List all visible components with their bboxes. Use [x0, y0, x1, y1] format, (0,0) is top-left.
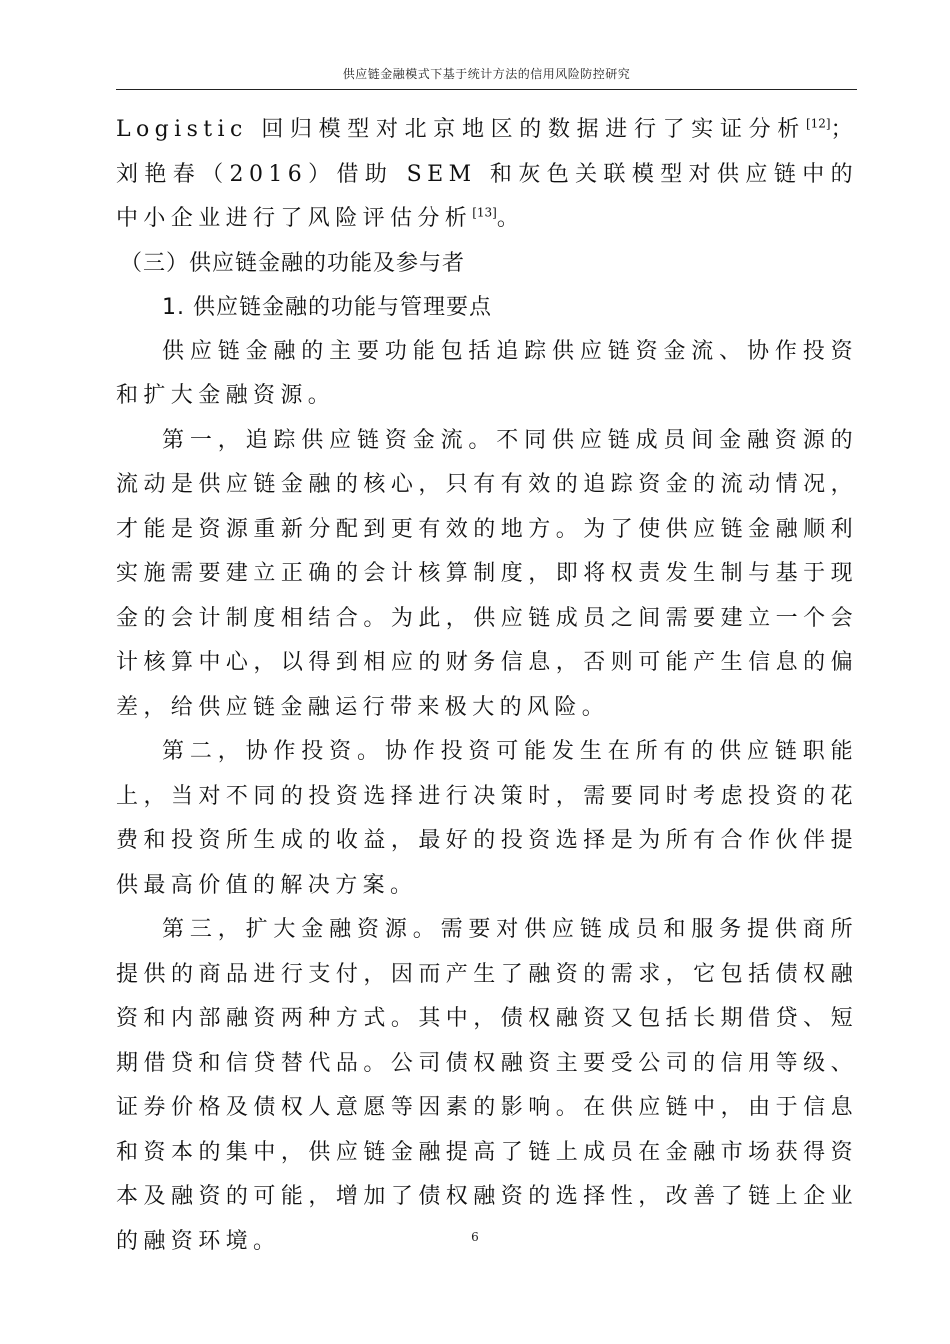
intro-text-part-3: 。 — [496, 206, 525, 231]
body-paragraph-third: 第三，扩大金融资源。需要对供应链成员和服务提供商所提供的商品进行支付，因而产生了融资的需求，它包括债权融资和内部融资两种方式。其中，债权融资又包括长期借贷、短期借贷和信贷替代品。公司债权融资主要受公司的信用等级、证券价格及债权人意愿等因素的影响。在供应链中，由于信息和资本的集中，供应链金融提高了链上成员在金融市场获得资本及融资的可能，增加了债权融资的选择性，改善了链上企业的融资环境。 — [116, 917, 858, 1254]
intro-text-part-2: ；刘艳春（2016）借助 SEM 和灰色关联模型对供应链中的中小企业进行了风险评估分析 — [116, 117, 858, 231]
page-number: 6 — [471, 1230, 479, 1244]
body-paragraph-second: 第二，协作投资。协作投资可能发生在所有的供应链职能上，当对不同的投资选择进行决策时，需要同时考虑投资的花费和投资所生成的收益，最好的投资选择是为所有合作伙伴提供最高价值的解决方案。 — [116, 739, 858, 898]
section-heading: （三）供应链金融的功能及参与者 — [120, 250, 466, 276]
running-header-title: 供应链金融模式下基于统计方法的信用风险防控研究 — [342, 67, 631, 81]
body-paragraph-first: 第一，追踪供应链资金流。不同供应链成员间金融资源的流动是供应链金融的核心，只有有效的追踪资金的流动情况，才能是资源重新分配到更有效的地方。为了使供应链金融顺利实施需要建立正确的会计核算制度，即将权责发生制与基于现金的会计制度相结合。为此，供应链成员之间需要建立一个会计核算中心，以得到相应的财务信息，否则可能产生信息的偏差，给供应链金融运行带来极大的风险。 — [116, 427, 858, 720]
intro-text-part-1: Logistic 回归模型对北京地区的数据进行了实证分析 — [116, 117, 806, 142]
running-header — [116, 64, 857, 90]
subsection-heading: 1. 供应链金融的功能与管理要点 — [162, 294, 492, 320]
body-paragraph-summary: 供应链金融的主要功能包括追踪供应链资金流、协作投资和扩大金融资源。 — [116, 338, 858, 408]
citation-ref-13: [13] — [472, 205, 497, 220]
page-body — [116, 108, 858, 1264]
intro-paragraph — [116, 108, 858, 242]
citation-ref-12: [12] — [805, 116, 831, 131]
